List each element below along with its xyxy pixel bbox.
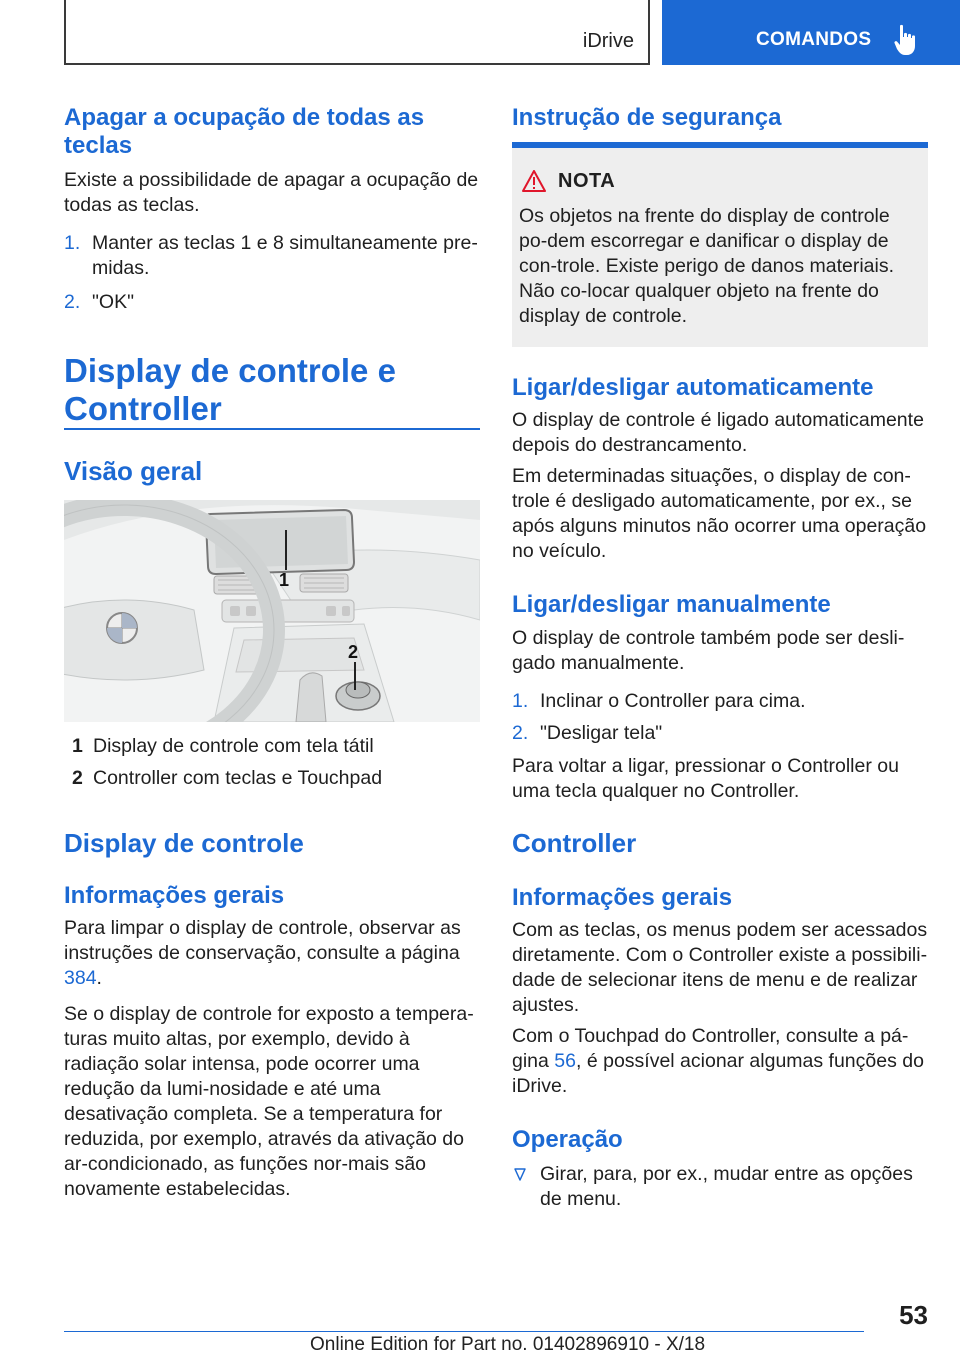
- heading-operacao: Operação: [512, 1126, 623, 1153]
- paragraph-controller-1: Com as teclas, os menus podem ser acessados diretamente. Com o Controller existe a possibili-dade de selecionar itens de menu e de realizar ajustes.: [512, 919, 928, 1016]
- header-section-label: iDrive: [582, 30, 634, 52]
- bullet-text: Girar, para, por ex., mudar entre as opções de menu.: [540, 1163, 913, 1210]
- paragraph-limpar-end: .: [96, 967, 102, 989]
- heading-rule: [64, 428, 480, 430]
- heading-manual: Ligar/desligar manualmente: [512, 591, 831, 618]
- paragraph-temperatura: Se o display de controle for exposto a tempera-turas muito altas, por exemplo, devido à radiação solar intensa, pode ocorrer uma redução da lumi-nosidade e até uma desativação completa. Se a temperatura for reduzida, por exemplo, através da ativação do ar-condicionado, as funções nor-mais são novamente estabelecidas.: [64, 1003, 474, 1200]
- cockpit-illustration: [64, 500, 480, 722]
- paragraph-touchpad-text: Com o Touchpad do Controller, consulte a pá-gina: [512, 1025, 909, 1072]
- note-title: NOTA: [558, 170, 616, 192]
- paragraph-limpar: [64, 916, 480, 991]
- page-number: 53: [899, 1300, 928, 1330]
- legend-text: Controller com teclas e Touchpad: [93, 767, 383, 789]
- header-chapter-tab[interactable]: [662, 0, 960, 65]
- heading-visao-geral: Visão geral: [64, 456, 203, 486]
- triangle-bullet-icon: [514, 1168, 526, 1182]
- header-chapter-label: COMANDOS: [756, 29, 872, 50]
- paragraph-auto-2: Em determinadas situações, o display de con-trole é desligado automaticamente, por ex., se após alguns minutos não ocorrer uma operação no veículo.: [512, 465, 927, 562]
- legend-number: 2: [72, 767, 83, 789]
- heading-auto: Ligar/desligar automaticamente: [512, 374, 874, 401]
- paragraph-touchpad-end: , é possível acionar algumas funções do iDrive.: [512, 1050, 924, 1097]
- page-link-56[interactable]: 56: [554, 1050, 576, 1072]
- heading-informacoes-gerais: Informações gerais: [64, 882, 285, 909]
- pointing-hand-icon: [894, 24, 920, 56]
- paragraph-apagar: Existe a possibilidade de apagar a ocupação de todas as teclas.: [64, 169, 479, 216]
- paragraph-limpar-text: Para limpar o display de controle, observar as instruções de conservação, consulte a página: [64, 917, 461, 964]
- step-number: 1.: [512, 690, 529, 712]
- step-text: "OK": [92, 291, 135, 313]
- step-number: 2.: [64, 291, 81, 313]
- footer-edition: Online Edition for Part no. 01402896910 - X/18: [310, 1334, 706, 1355]
- header-section-box: [64, 0, 650, 65]
- heading-apagar: Apagar a ocupação de todas as teclas: [64, 104, 425, 159]
- step-text: Inclinar o Controller para cima.: [540, 690, 806, 712]
- safety-note-box: [512, 142, 928, 347]
- paragraph-touchpad: [512, 1024, 928, 1099]
- heading-controller: Controller: [512, 828, 637, 858]
- page-link-384[interactable]: 384: [64, 967, 97, 989]
- paragraph-manual: O display de controle também pode ser desli-gado manualmente.: [512, 627, 905, 674]
- callout-2: 2: [348, 642, 359, 662]
- step-text: Manter as teclas 1 e 8 simultaneamente pre-midas.: [92, 232, 478, 279]
- note-text: Os objetos na frente do display de controle po-dem escorregar e danificar o display de con-trole. Existe perigo de danos materiais. Não co-locar qualquer objeto na frente do display de controle.: [519, 205, 895, 327]
- note-top-bar: [512, 142, 928, 148]
- legend-text: Display de controle com tela tátil: [93, 735, 374, 757]
- step-number: 1.: [64, 232, 81, 254]
- step-text: "Desligar tela": [540, 722, 663, 744]
- footer-rule: [64, 1331, 864, 1332]
- step-number: 2.: [512, 722, 529, 744]
- callout-1: 1: [279, 570, 290, 590]
- legend-number: 1: [72, 735, 83, 757]
- heading-display-de-controle: Display de controle: [64, 828, 304, 858]
- heading-informacoes-gerais-2: Informações gerais: [512, 884, 733, 911]
- warning-triangle-icon: [522, 170, 546, 192]
- paragraph-religar: Para voltar a ligar, pressionar o Controller ou uma tecla qualquer no Controller.: [512, 755, 899, 802]
- heading-display-controller: Display de controle e Controller: [64, 352, 396, 427]
- heading-seguranca: Instrução de segurança: [512, 104, 782, 131]
- paragraph-auto-1: O display de controle é ligado automaticamente depois do destrancamento.: [512, 409, 924, 456]
- cockpit-figure: [64, 500, 480, 722]
